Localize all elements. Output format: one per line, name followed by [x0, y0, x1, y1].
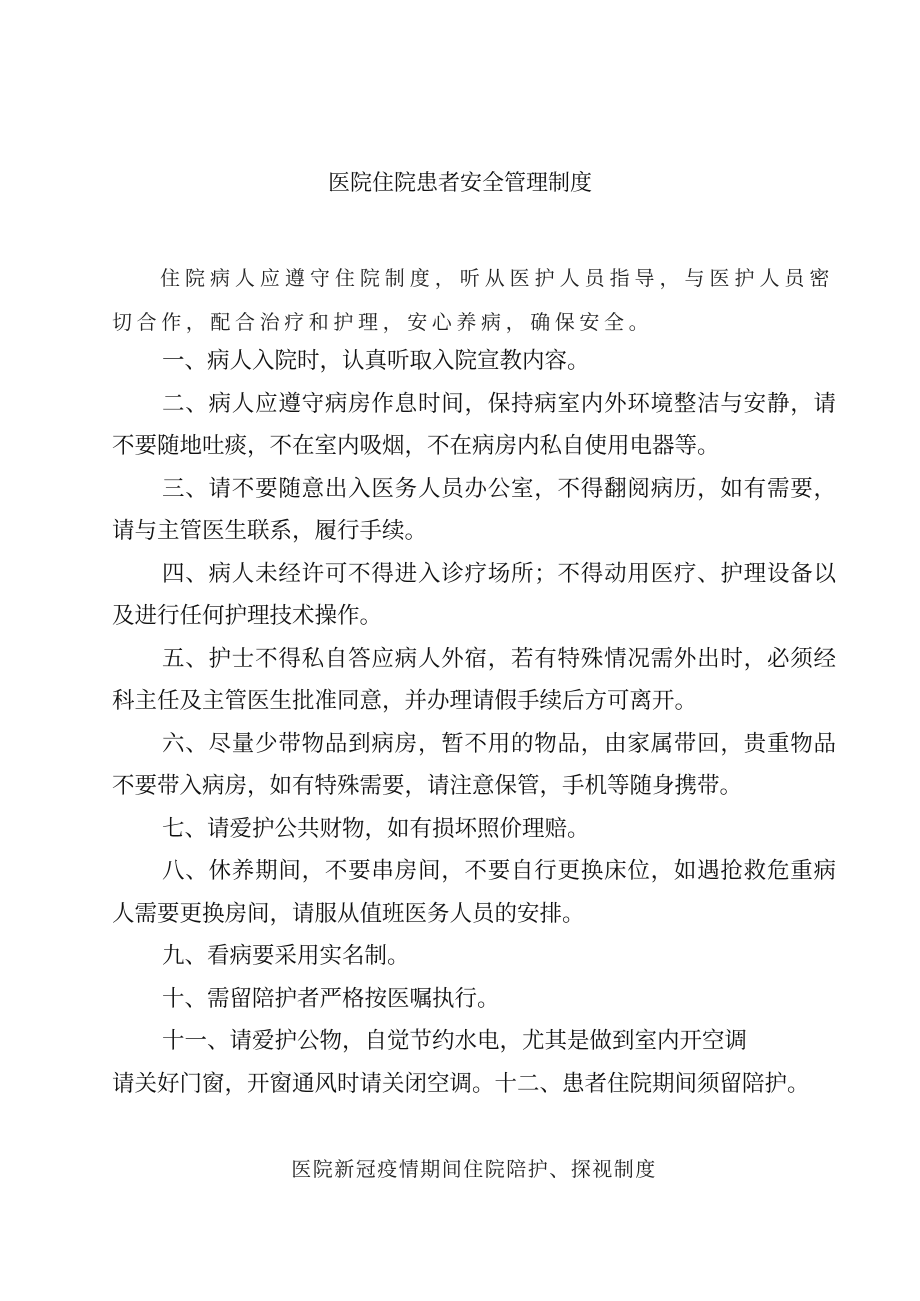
- rule-item: 六、尽量少带物品到病房，暂不用的物品，由家属带回，贵重物品不要带入病房，如有特殊需要，请注意保管，手机等随身携带。: [112, 730, 836, 799]
- rule-item: 三、请不要随意出入医务人员办公室，不得翻阅病历，如有需要，请与主管医生联系，履行手续。: [112, 475, 836, 544]
- rule-item: 九、看病要采用实名制。: [162, 943, 410, 969]
- rule-item: 八、休养期间，不要串房间，不要自行更换床位，如遇抢救危重病人需要更换房间，请服从值班医务人员的安排。: [112, 858, 836, 927]
- rule-item: 一、病人入院时，认真听取入院宣教内容。: [162, 348, 590, 374]
- intro-paragraph: 住院病人应遵守住院制度，听从医护人员指导，与医护人员密切合作，配合治疗和护理，安心养病，确保安全。: [112, 266, 834, 334]
- document-title: 医院住院患者安全管理制度: [327, 171, 592, 196]
- next-section-title: 医院新冠疫情期间住院陪护、探视制度: [291, 1157, 657, 1181]
- rule-item: 五、护士不得私自答应病人外宿，若有特殊情况需外出时，必须经科主任及主管医生批准同意，并办理请假手续后方可离开。: [112, 645, 836, 714]
- rule-item: 十一、请爱护公物，自觉节约水电，尤其是做到室内开空调: [162, 1028, 748, 1054]
- rules-list: [112, 340, 836, 1105]
- rule-item: 二、病人应遵守病房作息时间，保持病室内外环境整洁与安静，请不要随地吐痰，不在室内吸烟，不在病房内私自使用电器等。: [112, 390, 836, 459]
- rule-item-continuation: 请关好门窗，开窗通风时请关闭空调。十二、患者住院期间须留陪护。: [112, 1070, 810, 1097]
- rule-item: 七、请爱护公共财物，如有损坏照价理赔。: [162, 815, 590, 842]
- rule-item: 十、需留陪护者严格按医嘱执行。: [162, 985, 500, 1012]
- rule-item: 四、病人未经许可不得进入诊疗场所；不得动用医疗、护理设备以及进行任何护理技术操作。: [112, 560, 836, 629]
